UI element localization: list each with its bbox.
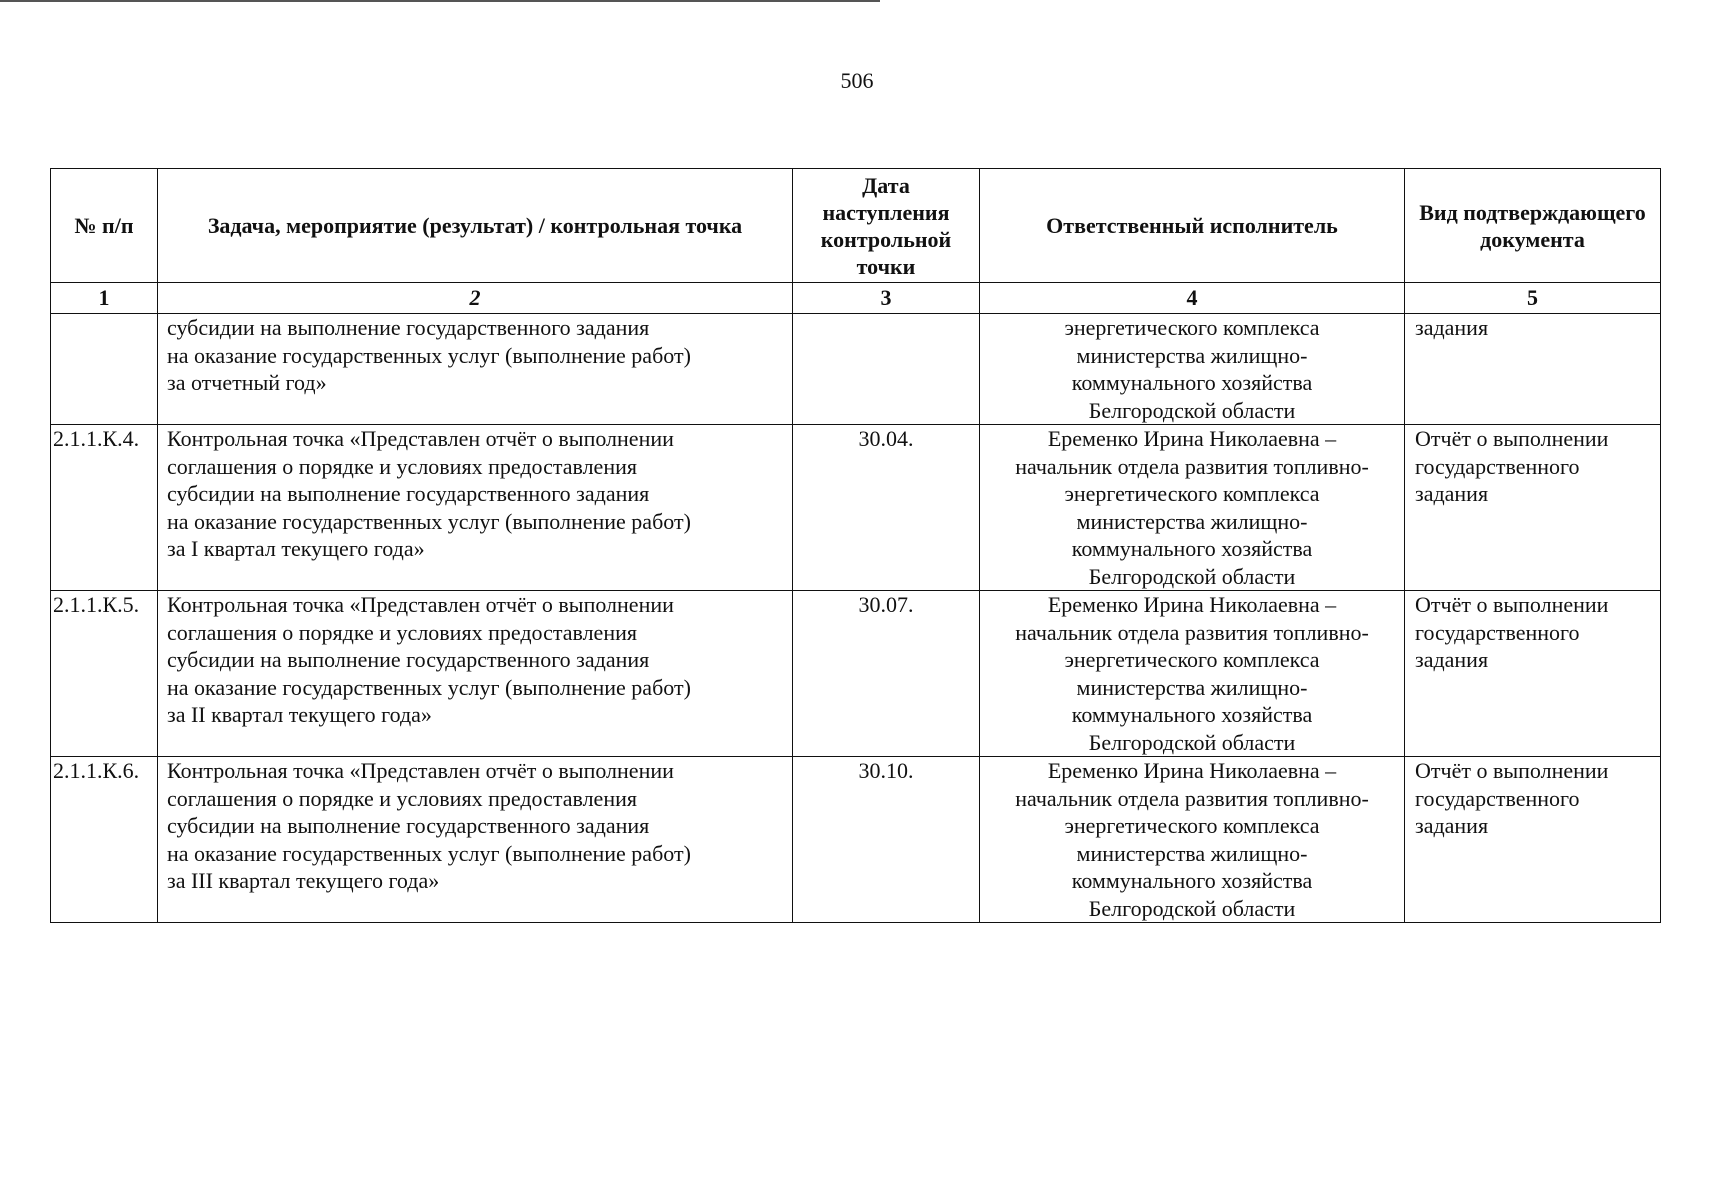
cell-line: энергетического комплекса bbox=[1064, 315, 1320, 340]
cell-line: Белгородской области bbox=[1088, 397, 1296, 423]
table-row bbox=[51, 425, 1661, 591]
cell-line: коммунального хозяйства bbox=[1071, 370, 1313, 395]
table-row bbox=[51, 591, 1661, 757]
cell-line: министерства жилищно- bbox=[1076, 508, 1308, 534]
cell-line: Отчёт о выполнении bbox=[1415, 592, 1609, 617]
header-date: Дата наступления контрольной точки bbox=[793, 169, 980, 283]
document-cell bbox=[1405, 314, 1661, 425]
cell-line: субсидии на выполнение государственного задания bbox=[167, 647, 650, 672]
header-task: Задача, мероприятие (результат) / контрольная точка bbox=[158, 169, 793, 283]
cell-line: энергетического комплекса bbox=[1064, 813, 1320, 838]
cell-line: за I квартал текущего года» bbox=[167, 536, 425, 561]
table-row bbox=[51, 757, 1661, 923]
cell-line: энергетического комплекса bbox=[1064, 647, 1320, 672]
cell-line: на оказание государственных услуг (выполнение работ) bbox=[167, 508, 691, 534]
header-num: № п/п bbox=[51, 169, 158, 283]
task-cell bbox=[158, 314, 793, 425]
cell-line: задания bbox=[1415, 315, 1489, 340]
cell-line: за III квартал текущего года» bbox=[167, 868, 440, 893]
cell-line: министерства жилищно- bbox=[1076, 674, 1308, 700]
responsible-cell bbox=[980, 425, 1405, 591]
responsible-cell bbox=[980, 591, 1405, 757]
cell-line: Белгородской области bbox=[1088, 563, 1296, 589]
responsible-cell bbox=[980, 314, 1405, 425]
date-cell bbox=[793, 314, 980, 425]
column-number: 2 bbox=[158, 283, 793, 314]
column-number: 1 bbox=[51, 283, 158, 314]
row-number: 2.1.1.К.5. bbox=[51, 591, 158, 757]
cell-line: министерства жилищно- bbox=[1076, 840, 1308, 866]
cell-line: субсидии на выполнение государственного задания bbox=[167, 813, 650, 838]
task-cell bbox=[158, 425, 793, 591]
date-cell: 30.07. bbox=[793, 591, 980, 757]
cell-line: Контрольная точка «Представлен отчёт о выполнении bbox=[167, 592, 674, 617]
header-document: Вид подтверждающего документа bbox=[1405, 169, 1661, 283]
row-number: 2.1.1.К.4. bbox=[51, 425, 158, 591]
page-number: 506 bbox=[840, 68, 874, 93]
cell-line: на оказание государственных услуг (выполнение работ) bbox=[167, 840, 691, 866]
task-cell bbox=[158, 757, 793, 923]
cell-line: субсидии на выполнение государственного задания bbox=[167, 315, 650, 340]
cell-line: начальник отдела развития топливно- bbox=[1015, 619, 1369, 645]
cell-line: задания bbox=[1415, 813, 1489, 838]
document-cell bbox=[1405, 591, 1661, 757]
cell-line: задания bbox=[1415, 647, 1489, 672]
cell-line: Контрольная точка «Представлен отчёт о выполнении bbox=[167, 426, 674, 451]
cell-line: субсидии на выполнение государственного задания bbox=[167, 481, 650, 506]
column-number: 5 bbox=[1405, 283, 1661, 314]
header-responsible: Ответственный исполнитель bbox=[980, 169, 1405, 283]
cell-line: государственного bbox=[1415, 619, 1580, 645]
cell-line: задания bbox=[1415, 481, 1489, 506]
cell-line: Отчёт о выполнении bbox=[1415, 426, 1609, 451]
control-points-table bbox=[50, 168, 1661, 923]
cell-line: Белгородской области bbox=[1088, 895, 1296, 921]
cell-line: Контрольная точка «Представлен отчёт о выполнении bbox=[167, 758, 674, 783]
date-cell: 30.10. bbox=[793, 757, 980, 923]
task-cell bbox=[158, 591, 793, 757]
cell-line: коммунального хозяйства bbox=[1071, 702, 1313, 727]
document-cell bbox=[1405, 757, 1661, 923]
cell-line: государственного bbox=[1415, 785, 1580, 811]
cell-line: Еременко Ирина Николаевна – bbox=[1047, 758, 1337, 783]
column-number-row bbox=[51, 283, 1661, 314]
header-row bbox=[51, 169, 1661, 283]
table-row bbox=[51, 314, 1661, 425]
column-number: 4 bbox=[980, 283, 1405, 314]
cell-line: Еременко Ирина Николаевна – bbox=[1047, 426, 1337, 451]
cell-line: коммунального хозяйства bbox=[1071, 536, 1313, 561]
cell-line: государственного bbox=[1415, 453, 1580, 479]
row-number bbox=[51, 314, 158, 425]
cell-line: энергетического комплекса bbox=[1064, 481, 1320, 506]
column-number: 3 bbox=[793, 283, 980, 314]
top-rule bbox=[0, 0, 880, 2]
cell-line: Отчёт о выполнении bbox=[1415, 758, 1609, 783]
cell-line: на оказание государственных услуг (выполнение работ) bbox=[167, 674, 691, 700]
cell-line: коммунального хозяйства bbox=[1071, 868, 1313, 893]
cell-line: соглашения о порядке и условиях предоставления bbox=[167, 453, 637, 479]
cell-line: за отчетный год» bbox=[167, 370, 327, 395]
date-cell: 30.04. bbox=[793, 425, 980, 591]
cell-line: министерства жилищно- bbox=[1076, 342, 1308, 368]
responsible-cell bbox=[980, 757, 1405, 923]
cell-line: начальник отдела развития топливно- bbox=[1015, 785, 1369, 811]
cell-line: начальник отдела развития топливно- bbox=[1015, 453, 1369, 479]
cell-line: соглашения о порядке и условиях предоставления bbox=[167, 785, 637, 811]
cell-line: на оказание государственных услуг (выполнение работ) bbox=[167, 342, 691, 368]
cell-line: за II квартал текущего года» bbox=[167, 702, 432, 727]
cell-line: Белгородской области bbox=[1088, 729, 1296, 755]
row-number: 2.1.1.К.6. bbox=[51, 757, 158, 923]
cell-line: соглашения о порядке и условиях предоставления bbox=[167, 619, 637, 645]
cell-line: Еременко Ирина Николаевна – bbox=[1047, 592, 1337, 617]
document-cell bbox=[1405, 425, 1661, 591]
